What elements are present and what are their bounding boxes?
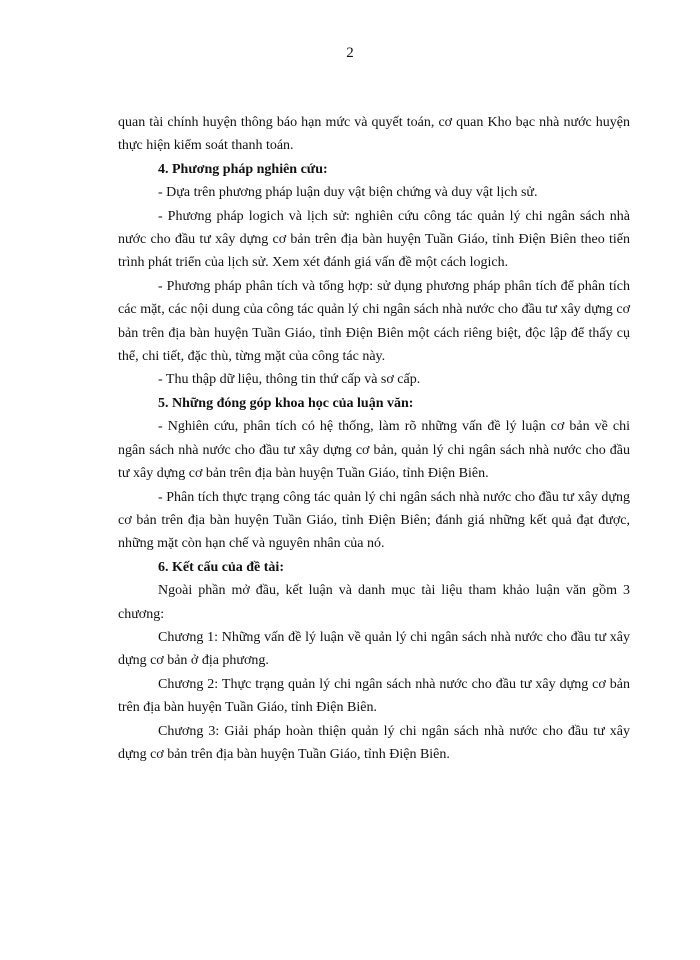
paragraph-method-analysis-synthesis: - Phương pháp phân tích và tổng hợp: sử dụng phương pháp phân tích để phân tích các mặt, các nội dung của công tác quản lý chi ngân sách nhà nước cho đầu tư xây dựng cơ bản trên địa bàn huyện Tuần Giáo, tỉnh Điện Biên một cách riêng biệt, độc lập để thấy cụ thể, chi tiết, đặc thù, từng mặt của công tác này. [118,278,630,365]
section-heading-research-methods: 4. Phương pháp nghiên cứu: [158,161,328,177]
paragraph-continuation: quan tài chính huyện thông báo hạn mức và quyết toán, cơ quan Kho bạc nhà nước huyện thực hiện kiểm soát thanh toán. [118,115,630,154]
paragraph-structure-intro: Ngoài phần mở đầu, kết luận và danh mục tài liệu tham khảo luận văn gồm 3 chương: [118,583,630,622]
section-heading-contributions: 5. Những đóng góp khoa học của luận văn: [158,395,414,411]
paragraph-chapter-2: Chương 2: Thực trạng quản lý chi ngân sách nhà nước cho đầu tư xây dựng cơ bản trên địa bàn huyện Tuần Giáo, tỉnh Điện Biên. [118,676,630,716]
section-heading-structure: 6. Kết cấu của đề tài: [158,559,284,575]
page-number: 2 [346,45,354,61]
paragraph-method-dialectical: - Dựa trên phương pháp luận duy vật biện chứng và duy vật lịch sử. [158,185,538,201]
paragraph-chapter-3: Chương 3: Giải pháp hoàn thiện quản lý chi ngân sách nhà nước cho đầu tư xây dựng cơ bản trên địa bàn huyện Tuần Giáo, tỉnh Điện Biên. [118,723,630,762]
paragraph-contribution-theory: - Nghiên cứu, phân tích có hệ thống, làm rõ những vấn đề lý luận cơ bản về chi ngân sách nhà nước cho đầu tư xây dựng cơ bản, quản lý chi ngân sách nhà nước cho đầu tư xây dựng cơ bản trên địa bàn huyện Tuần Giáo, tỉnh Điện Biên. [118,419,630,482]
paragraph-chapter-1: Chương 1: Những vấn đề lý luận về quản lý chi ngân sách nhà nước cho đầu tư xây dựng cơ bản ở địa phương. [118,629,630,669]
paragraph-method-logical-historical: - Phương pháp logich và lịch sử: nghiên cứu công tác quản lý chi ngân sách nhà nước cho đầu tư xây dựng cơ bản trên địa bàn huyện Tuần Giáo, tỉnh Điện Biên theo tiến trình phát triển của lịch sử. Xem xét đánh giá vấn đề một cách logich. [118,208,630,271]
document-body [118,111,630,766]
paragraph-contribution-practice: - Phân tích thực trạng công tác quản lý chi ngân sách nhà nước cho đầu tư xây dựng cơ bản trên địa bàn huyện Tuần Giáo, tỉnh Điện Biên; đánh giá những kết quả đạt được, những mặt còn hạn chế và nguyên nhân của nó. [118,489,630,552]
paragraph-method-data-collection: - Thu thập dữ liệu, thông tin thứ cấp và sơ cấp. [158,372,421,388]
